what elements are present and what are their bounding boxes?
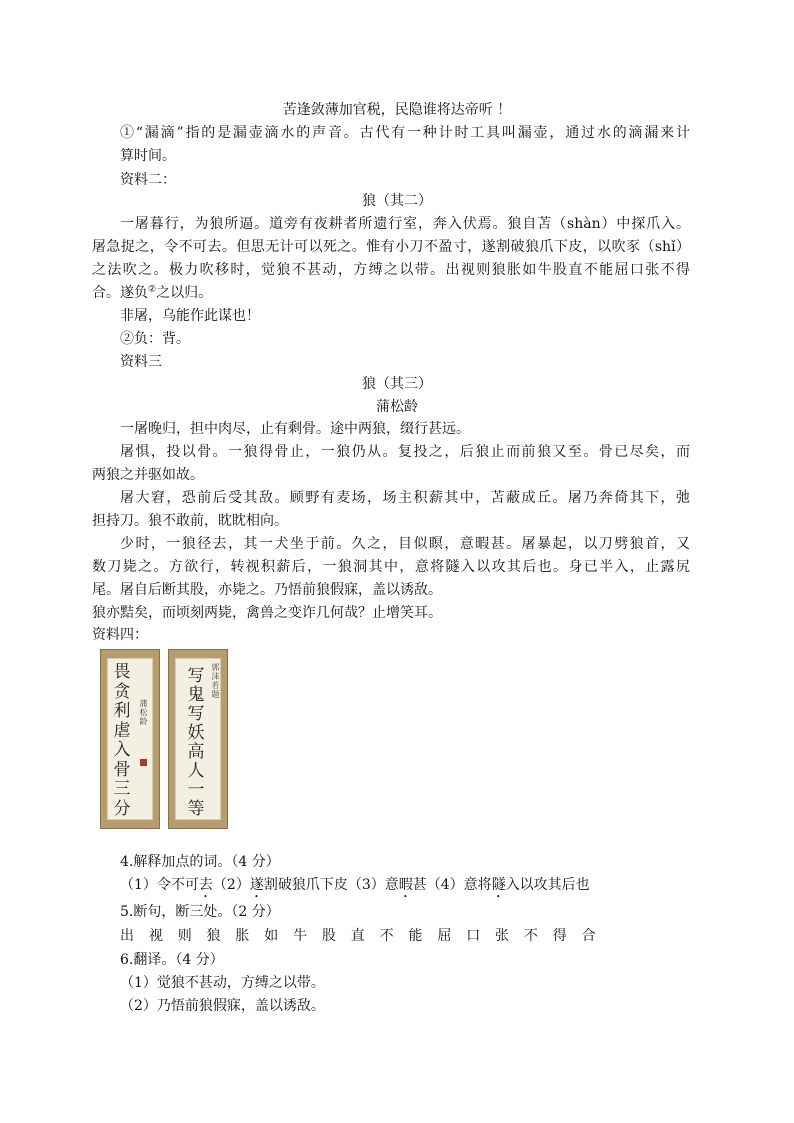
q6-item2: （2）乃悟前狼假寐，盖以诱敌。 — [120, 998, 325, 1014]
couplet-char: 虐 — [113, 720, 131, 741]
material2-p1-line3: 之法吹之。极力吹移时，觉狼不甚动，方缚之以带。出视则狼胀如牛股直不能屈口张不得 — [92, 262, 690, 278]
seal-stamp — [140, 759, 147, 766]
couplet-char: 妖 — [187, 723, 205, 743]
couplet-left-signature: 蒲松龄 — [139, 699, 148, 726]
couplet-char: 等 — [187, 799, 205, 819]
couplet-char: 骨 — [113, 759, 131, 780]
material2-note: ②负：背。 — [120, 331, 190, 347]
material3-author: 蒲松龄 — [376, 399, 418, 415]
material3-p2-line1: 屠惧，投以骨。一狼得骨止，一狼仍从。复投之，后狼止而前狼又至。骨已尽矣，而 — [120, 444, 690, 460]
material2-p2: 非屠，乌能作此谋也！ — [120, 308, 260, 324]
note1-line2: 算时间。 — [120, 148, 176, 164]
q4-item2-text: 割破狼爪下皮（3）意 — [263, 877, 399, 893]
material3-heading: 资料三 — [120, 354, 162, 370]
material3-p4-line3: 尾。屠自后断其股，亦毙之。乃悟前狼假寐，盖以诱敌。 — [92, 582, 442, 598]
q4-dotted-word: 遂 — [249, 877, 264, 893]
q4-item2-num: （2） — [212, 877, 250, 893]
footnote-marker: ② — [148, 284, 157, 295]
q4-item1-text: （1）令不可 — [120, 877, 199, 893]
material3-p1: 一屠晚归，担中肉尽，止有剩骨。途中两狼，缀行甚远。 — [120, 421, 470, 437]
couplet-scroll-left — [100, 649, 160, 829]
couplet-char: 分 — [113, 798, 131, 819]
material3-p2-line2: 两狼之并驱如故。 — [92, 467, 204, 483]
couplet-paper-right — [175, 658, 221, 820]
material2-p1-line4-b: 之以归。 — [156, 285, 213, 301]
material3-p4-line2: 数刀毙之。方欲行，转视积薪后，一狼洞其中，意将隧入以攻其后也。身已半入，止露尻 — [92, 559, 690, 575]
couplet-char: 贪 — [113, 681, 131, 702]
couplet-paper-left — [107, 658, 153, 820]
q4-item4-text: 入以攻其后也 — [505, 877, 590, 893]
couplet-char: 高 — [187, 742, 205, 762]
q4-dotted-word: 去 — [198, 877, 213, 893]
couplet-char: 入 — [113, 740, 131, 760]
poem-line: 苦逢敛薄加官税，民隐谁将达帝听 ！ — [282, 102, 512, 118]
material3-p5: 狼亦黠矣，而顷刻两毙，禽兽之变诈几何哉？止增笑耳。 — [92, 605, 442, 621]
couplet-right-inscription: 郭沫若题 — [211, 663, 220, 699]
couplet-char: 鬼 — [187, 685, 205, 705]
couplet-scroll-right — [168, 649, 228, 829]
material4-heading: 资料四： — [92, 627, 148, 643]
material3-p4-line1: 少时，一狼径去，其一犬坐于前。久之，目似瞑，意暇甚。屠暴起，以刀劈狼首，又 — [120, 536, 690, 552]
q4-dotted-word: 隧 — [491, 877, 506, 893]
q6-title: 6.翻译。（4 分） — [120, 952, 224, 968]
couplet-right-column — [184, 667, 208, 819]
material3-p3-line2: 担持刀。狼不敢前，眈眈相向。 — [92, 513, 288, 529]
couplet-char: 写 — [187, 666, 205, 686]
q5-text: 出 视 则 狼 胀 如 牛 股 直 不 能 屈 口 张 不 得 合 — [120, 928, 601, 944]
note1-line1: ①“漏滴”指的是漏壶滴水的声音。古代有一种计时工具叫漏壶，通过水的滴漏来计 — [120, 125, 690, 141]
couplet-char: 人 — [187, 761, 205, 781]
couplet-char: 三 — [113, 779, 131, 799]
material2-p1-line1: 一屠暮行，为狼所逼。道旁有夜耕者所遗行室，奔入伏焉。狼自苫（shàn）中探爪入。 — [120, 216, 690, 232]
q4-item3-text: 甚（4）意将 — [412, 877, 492, 893]
material2-p1-line4-a: 合。遂负 — [92, 285, 148, 301]
couplet-left-column — [111, 663, 133, 819]
material3-title: 狼（其三） — [362, 376, 432, 392]
material2-p1-line4 — [92, 283, 212, 303]
q4-title: 4.解释加点的词。（4 分） — [120, 854, 280, 870]
q6-item1: （1）觉狼不甚动，方缚之以带。 — [120, 975, 325, 991]
couplet-char: 写 — [187, 704, 205, 724]
q4-dotted-word: 暇 — [398, 877, 413, 893]
q4-items — [120, 875, 590, 901]
material2-heading: 资料二： — [120, 172, 176, 188]
couplet-char: 一 — [187, 780, 205, 800]
material2-p1-line2: 屠急捉之，令不可去。但思无计可以死之。惟有小刀不盈寸，遂割破狼爪下皮，以吹豕（shǐ） — [92, 239, 690, 255]
material2-title: 狼（其二） — [362, 193, 432, 209]
q5-title: 5.断句，断三处。（2 分） — [120, 904, 280, 920]
material3-p3-line1: 屠大窘，恐前后受其敌。顾野有麦场，场主积薪其中，苫蔽成丘。屠乃奔倚其下，弛 — [120, 490, 690, 506]
couplet-char: 畏 — [113, 662, 131, 682]
couplet-char: 利 — [113, 701, 131, 721]
